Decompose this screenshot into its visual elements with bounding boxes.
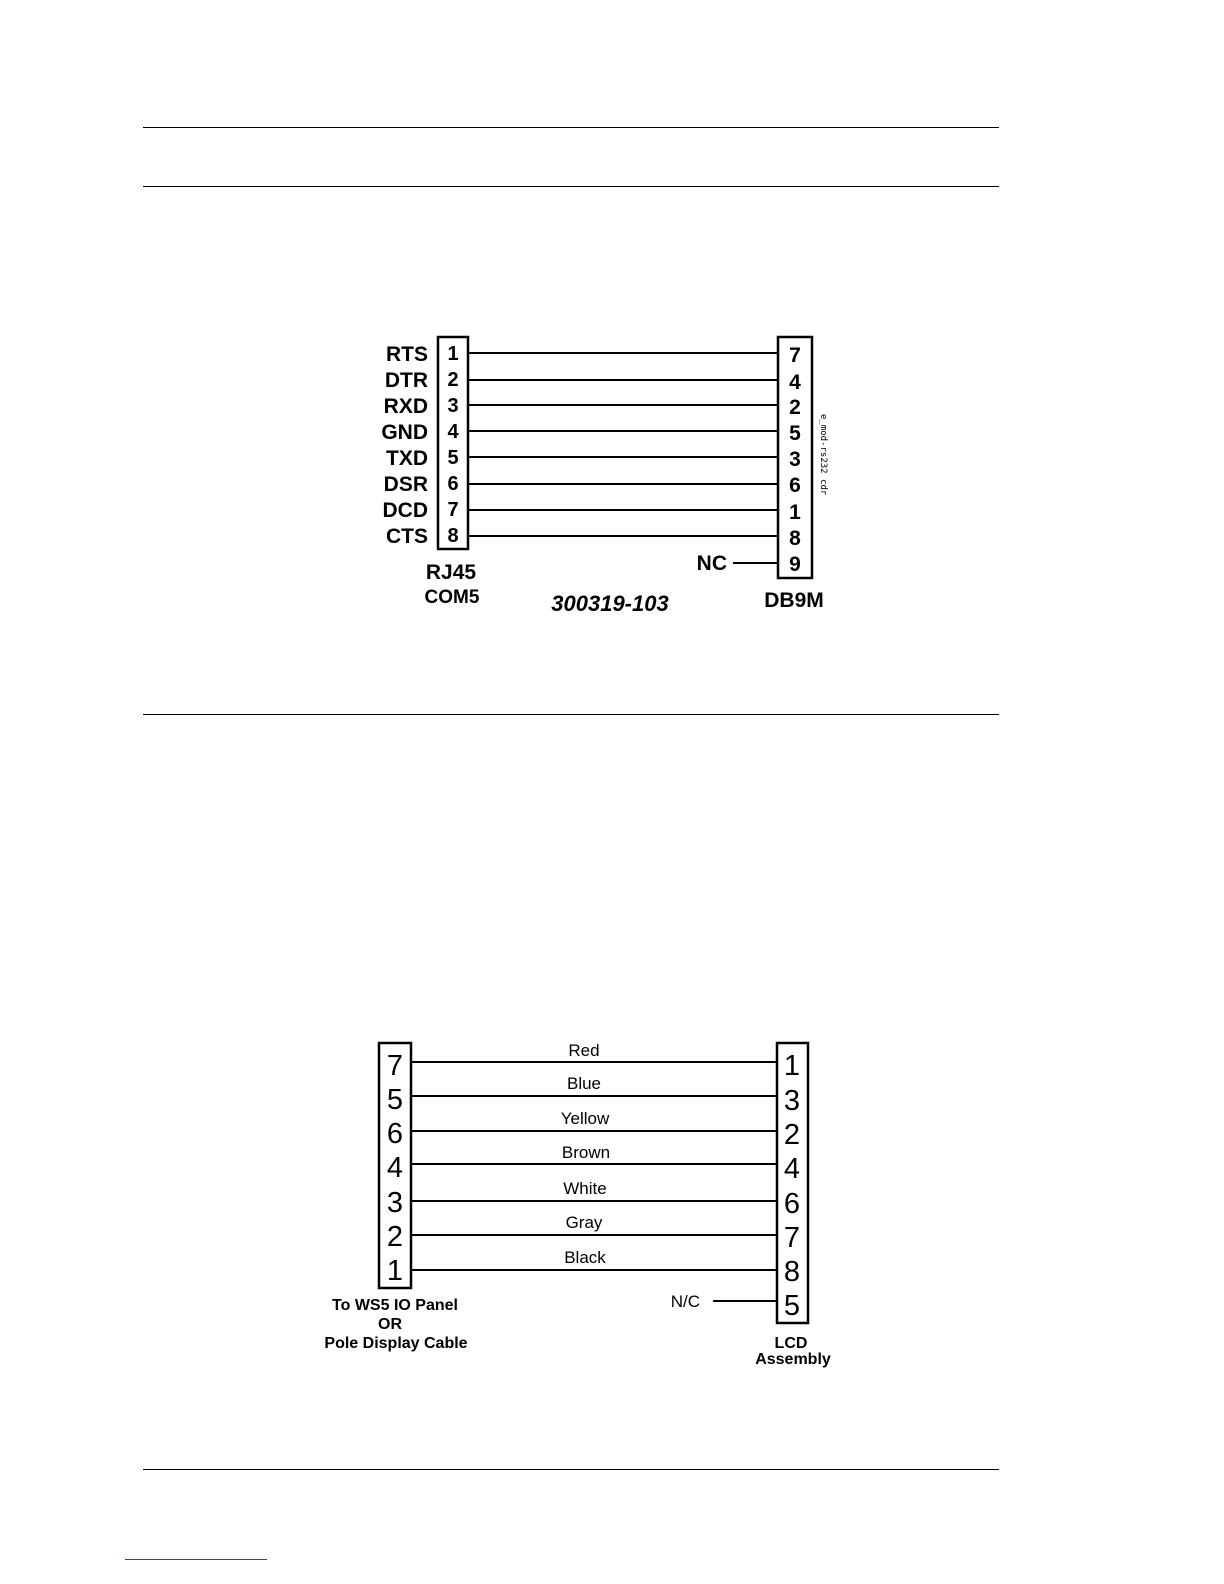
left-pin-number: 6: [386, 1118, 404, 1150]
db9-pin-number: 1: [789, 501, 801, 524]
left-pin-number: 3: [386, 1187, 404, 1219]
rj45-pin-number: 2: [447, 369, 459, 391]
db9m-label: DB9M: [764, 589, 824, 612]
rs232-cable-diagram: [381, 337, 828, 616]
signal-label: GND: [381, 421, 428, 444]
wire-color-label: White: [563, 1179, 607, 1198]
rj45-pin-number: 7: [447, 499, 459, 521]
right-caption-line: LCD: [774, 1335, 808, 1352]
signal-label: RXD: [383, 395, 428, 418]
left-pin-number: 4: [386, 1152, 404, 1184]
left-caption-line: Pole Display Cable: [324, 1335, 468, 1352]
db9-pin-number: 6: [789, 474, 801, 497]
wire-color-label: Red: [568, 1041, 600, 1060]
signal-label: DSR: [383, 473, 428, 496]
lcd-pin-number: 2: [783, 1119, 801, 1151]
lcd-pin-number: 8: [783, 1256, 801, 1288]
nc-label: N/C: [670, 1292, 700, 1311]
rj45-pin-number: 1: [447, 343, 459, 365]
left-caption-line: OR: [378, 1316, 402, 1333]
signal-label: RTS: [386, 343, 428, 366]
lcd-pin-number: 5: [783, 1290, 801, 1322]
lcd-pin-number: 1: [783, 1050, 801, 1082]
left-pin-number: 2: [386, 1221, 404, 1253]
rj45-label: RJ45: [425, 561, 477, 584]
db9-pin-number: 7: [789, 344, 801, 367]
lcd-pin-number: 4: [783, 1153, 801, 1185]
nc-label: NC: [696, 552, 727, 575]
signal-label: DTR: [384, 369, 428, 392]
db9-pin-number: 8: [789, 527, 801, 550]
db9-pin-number: 3: [789, 448, 801, 471]
rj45-pin-number: 8: [447, 525, 459, 547]
com5-label: COM5: [424, 587, 480, 608]
signal-label: DCD: [382, 499, 428, 522]
rj45-pin-number: 3: [447, 395, 459, 417]
file-reference-label: e_mod-rs232 cdr: [818, 414, 828, 496]
right-caption-line: Assembly: [755, 1351, 831, 1368]
lcd-pin-number: 7: [783, 1222, 801, 1254]
part-number: 300319-103: [551, 591, 669, 616]
left-pin-number: 5: [386, 1084, 404, 1116]
db9-pin-number: 4: [789, 371, 801, 394]
wire-color-label: Black: [564, 1248, 606, 1267]
lcd-pin-number: 6: [783, 1188, 801, 1220]
wire-color-label: Brown: [561, 1143, 611, 1162]
lcd-cable-diagram: [324, 1041, 830, 1368]
db9-pin-number: 9: [789, 553, 801, 576]
db9-pin-number: 2: [789, 396, 801, 419]
rj45-pin-number: 6: [447, 473, 459, 495]
signal-label: CTS: [386, 525, 428, 548]
left-pin-number: 7: [386, 1050, 404, 1082]
signal-label: TXD: [386, 447, 428, 470]
rj45-pin-number: 5: [447, 447, 459, 469]
rj45-pin-number: 4: [447, 421, 459, 443]
left-pin-number: 1: [386, 1255, 404, 1287]
db9-pin-number: 5: [789, 422, 801, 445]
lcd-pin-number: 3: [783, 1085, 801, 1117]
wire-color-label: Gray: [565, 1213, 603, 1232]
wire-color-label: Yellow: [560, 1109, 610, 1128]
wire-color-label: Blue: [566, 1074, 602, 1093]
left-caption-line: To WS5 IO Panel: [332, 1297, 458, 1314]
